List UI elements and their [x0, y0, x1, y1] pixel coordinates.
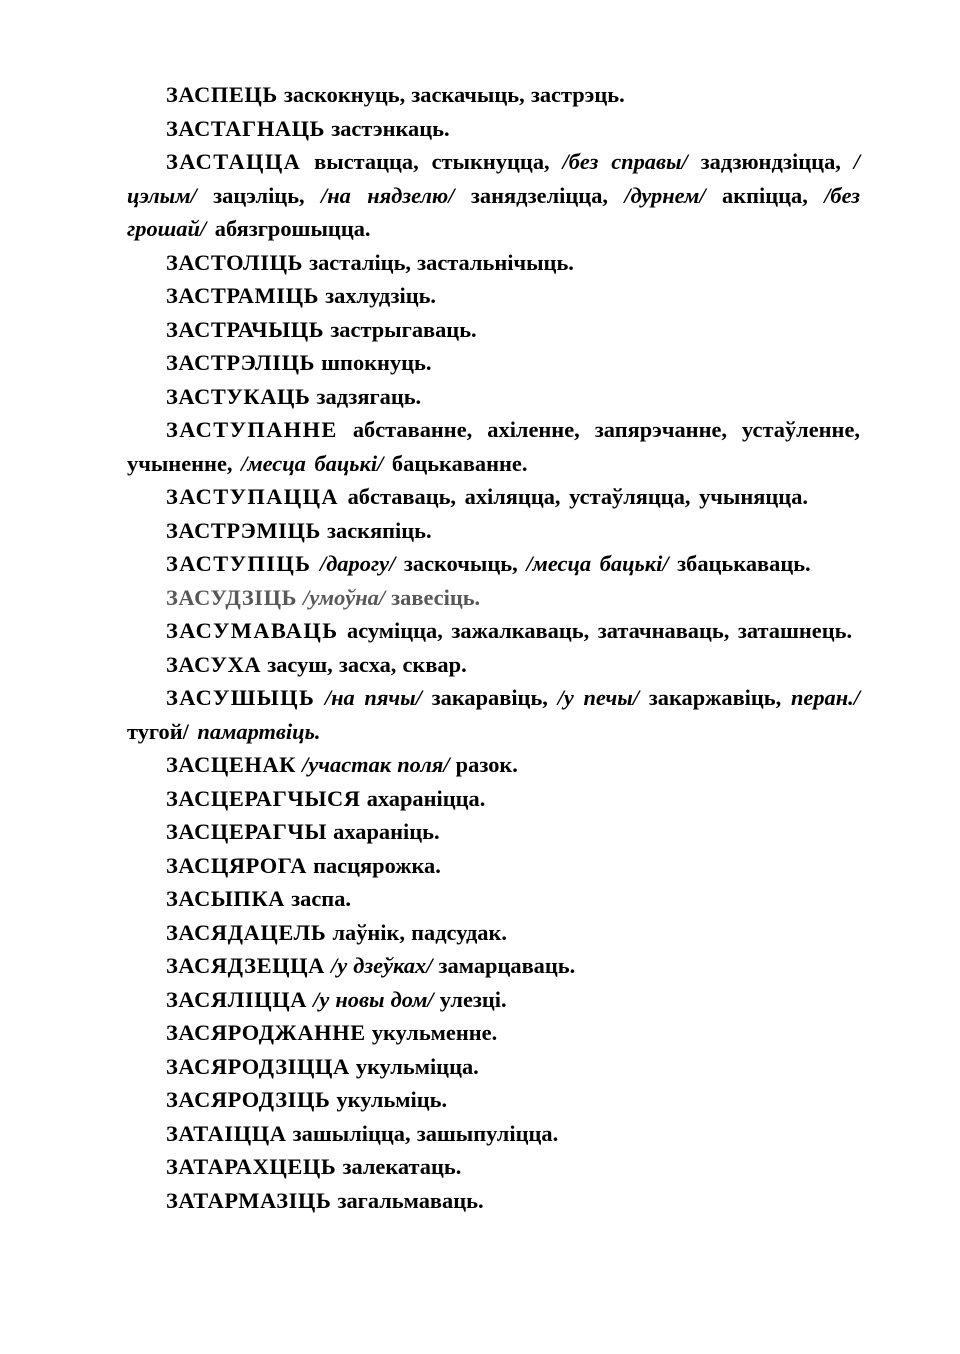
entry-headword: ЗАСТРАМІЦЬ — [166, 283, 320, 308]
dictionary-entry — [127, 246, 860, 280]
entry-headword: ЗАСЯРОДЖАННЕ — [166, 1020, 366, 1045]
dictionary-entry — [127, 882, 860, 916]
entry-headword: ЗАСТУПІЦЬ — [166, 551, 312, 576]
entry-gloss — [317, 384, 422, 409]
synonym-run: загальмаваць. — [337, 1187, 484, 1213]
dictionary-entry — [127, 748, 860, 782]
dictionary-entry — [127, 782, 860, 816]
entry-gloss — [331, 953, 575, 978]
entry-gloss — [337, 1188, 483, 1213]
dictionary-entry — [127, 949, 860, 983]
context-note: /дарогу/ — [319, 551, 396, 576]
entry-headword: ЗАСТРЭЛІЦЬ — [166, 350, 316, 375]
context-note: /без справы/ — [562, 149, 688, 174]
entry-gloss — [332, 920, 507, 945]
synonym-run: задзягаць. — [316, 383, 422, 409]
context-note: /умоўна/ — [303, 584, 386, 610]
entry-gloss — [372, 1020, 497, 1045]
context-note: /у новы дом/ — [313, 986, 434, 1012]
dictionary-entry — [127, 614, 860, 648]
dictionary-entry — [127, 916, 860, 950]
dictionary-entry — [127, 413, 860, 480]
entry-headword: ЗАТАІЦЦА — [166, 1120, 287, 1146]
dictionary-entry — [127, 380, 860, 414]
context-note: /дурнем/ — [624, 182, 706, 208]
synonym-run: ахараніць. — [333, 819, 440, 844]
entry-headword: ЗАСЫПКА — [166, 886, 286, 911]
synonym-run: застрыгаваць. — [330, 316, 477, 342]
entry-gloss — [325, 283, 436, 308]
entry-gloss — [333, 819, 439, 844]
context-note: /у дзеўках/ — [331, 953, 433, 978]
entry-gloss — [347, 618, 852, 643]
entry-headword: ЗАСЯДАЦЕЛЬ — [166, 919, 327, 945]
synonym-run: закаржавіць, — [639, 685, 791, 710]
synonym-run: акпіцца, — [705, 182, 825, 208]
context-note: /участак поля/ — [302, 752, 450, 777]
synonym-run: бацькаванне. — [383, 450, 528, 476]
entry-headword: ЗАТАРМАЗІЦЬ — [166, 1187, 332, 1213]
entry-gloss — [313, 987, 506, 1012]
dictionary-entry — [127, 849, 860, 883]
synonym-run: засталіць, застальнічыць. — [309, 249, 574, 275]
entry-headword: ЗАСЯРОДЗІЦЬ — [166, 1087, 331, 1112]
context-note: /цэлым/ — [127, 149, 860, 208]
synonym-run: шпокнуць. — [321, 350, 432, 375]
synonym-run: засуш, засха, сквар. — [267, 651, 467, 677]
dictionary-entry — [127, 1050, 860, 1084]
entry-headword: ЗАСЯДЗЕЦЦА — [166, 953, 325, 978]
entry-list — [127, 78, 860, 1217]
dictionary-entry — [127, 1083, 860, 1117]
synonym-run: захлудзіць. — [325, 283, 437, 308]
synonym-run: зашыліцца, зашыпуліцца. — [292, 1120, 559, 1146]
synonym-run: укульменне. — [371, 1020, 498, 1045]
entry-headword: ЗАСУМАВАЦЬ — [166, 618, 339, 643]
dictionary-entry — [127, 78, 860, 112]
entry-headword: ЗАСТОЛІЦЬ — [166, 249, 303, 275]
dictionary-entry — [127, 112, 860, 146]
entry-headword: ЗАТАРАХЦЕЦЬ — [166, 1154, 337, 1179]
entry-headword: ЗАСЦЯРОГА — [166, 852, 307, 878]
dictionary-entry — [127, 1016, 860, 1050]
synonym-run: выстацца, стыкнуцца, — [314, 149, 563, 174]
dictionary-entry — [127, 313, 860, 347]
entry-gloss — [291, 886, 351, 911]
dictionary-entry — [127, 145, 860, 246]
dictionary-entry — [127, 648, 860, 682]
entry-gloss — [267, 652, 466, 677]
entry-headword: ЗАСЦЕНАК — [166, 752, 297, 777]
entry-gloss — [302, 752, 518, 777]
entry-headword: ЗАСТРЭМІЦЬ — [166, 517, 321, 543]
entry-gloss — [327, 518, 432, 543]
context-note: /месца бацькі/ — [241, 450, 384, 476]
entry-gloss — [367, 786, 486, 811]
entry-gloss — [321, 350, 431, 375]
entry-headword: ЗАСУШЫЦЬ — [166, 685, 316, 710]
synonym-run: заскокнуць, заскачыць, застрэць. — [283, 82, 625, 107]
synonym-run: задзюндзіцца, — [687, 149, 854, 174]
synonym-run: зацэліць, — [196, 182, 322, 208]
synonym-run: занядзеліцца, — [454, 182, 625, 208]
entry-headword: ЗАСУДЗІЦЬ — [166, 584, 298, 610]
synonym-run: абставаць, ахіляцца, устаўляцца, учыняцца. — [347, 484, 808, 509]
synonym-run: лаўнік, падсудак. — [332, 919, 507, 945]
context-note: /на нядзелю/ — [321, 182, 455, 208]
synonym-run: застэнкаць. — [331, 115, 450, 141]
entry-gloss — [331, 116, 449, 141]
context-note: памартвіць. — [188, 718, 321, 744]
dictionary-entry — [127, 1150, 860, 1184]
synonym-run: пасцярожка. — [313, 852, 441, 878]
context-note: /без грошай/ — [127, 182, 860, 241]
dictionary-entry — [127, 983, 860, 1017]
entry-gloss — [309, 250, 574, 275]
entry-gloss — [330, 317, 476, 342]
entry-gloss — [293, 1121, 559, 1146]
synonym-run: асуміцца, зажалкаваць, затачнаваць, заташнець. — [347, 618, 853, 643]
entry-gloss — [356, 1054, 479, 1079]
dictionary-entry — [127, 815, 860, 849]
synonym-run: закаравіць, — [421, 685, 558, 710]
synonym-run: укульміць. — [336, 1087, 448, 1112]
entry-headword: ЗАСТУПАЦЦА — [166, 484, 339, 509]
synonym-run: заскочыць, — [395, 551, 527, 576]
dictionary-entry — [127, 681, 860, 748]
synonym-run: тугой/ — [127, 718, 189, 744]
dictionary-entry — [127, 1184, 860, 1218]
entry-gloss — [348, 484, 808, 509]
context-note: /на пячы/ — [324, 685, 422, 710]
synonym-run: завесіць. — [385, 584, 481, 610]
entry-headword: ЗАСТУПАННЕ — [166, 417, 338, 442]
entry-headword: ЗАСТРАЧЫЦЬ — [166, 316, 325, 342]
entry-headword: ЗАСТАГНАЦЬ — [166, 115, 326, 141]
synonym-run: разок. — [449, 752, 518, 777]
dictionary-entry — [127, 547, 860, 581]
synonym-run: абязгрошыцца. — [206, 216, 371, 241]
entry-headword: ЗАСТАЦЦА — [166, 149, 302, 174]
entry-gloss — [320, 551, 811, 576]
synonym-run: замарцаваць. — [432, 953, 576, 978]
entry-headword: ЗАСТУКАЦЬ — [166, 383, 311, 409]
synonym-run: залекатаць. — [342, 1154, 462, 1179]
dictionary-entry — [127, 279, 860, 313]
entry-gloss — [284, 82, 625, 107]
entry-headword: ЗАСЯЛІЦЦА — [166, 986, 308, 1012]
synonym-run: укульміцца. — [355, 1053, 479, 1079]
synonym-run: заскяпіць. — [327, 517, 432, 543]
entry-headword: ЗАСЦЕРАГЧЫСЯ — [166, 785, 361, 811]
entry-headword: ЗАСУХА — [166, 651, 262, 677]
context-note: /у печы/ — [557, 685, 640, 710]
entry-headword: ЗАСЦЕРАГЧЫ — [166, 819, 328, 844]
dictionary-entry — [127, 1117, 860, 1151]
synonym-run: заспа. — [291, 886, 351, 911]
entry-gloss — [303, 585, 480, 610]
entry-gloss — [313, 853, 441, 878]
synonym-run: абставанне, ахіленне, запярэчанне, устаўленне, учыненне, — [127, 417, 860, 476]
dictionary-entry — [127, 581, 860, 615]
entry-gloss — [342, 1154, 461, 1179]
entry-headword: ЗАСЯРОДЗІЦЦА — [166, 1053, 350, 1079]
synonym-run: улезці. — [433, 986, 507, 1012]
dictionary-entry — [127, 480, 860, 514]
synonym-run: ахараніцца. — [366, 785, 486, 811]
entry-headword: ЗАСПЕЦЬ — [166, 82, 278, 107]
synonym-run: збацькаваць. — [668, 551, 811, 576]
context-note: /месца бацькі/ — [526, 551, 669, 576]
dictionary-entry — [127, 514, 860, 548]
context-note: перан./ — [790, 685, 860, 710]
dictionary-entry — [127, 346, 860, 380]
entry-gloss — [336, 1087, 447, 1112]
